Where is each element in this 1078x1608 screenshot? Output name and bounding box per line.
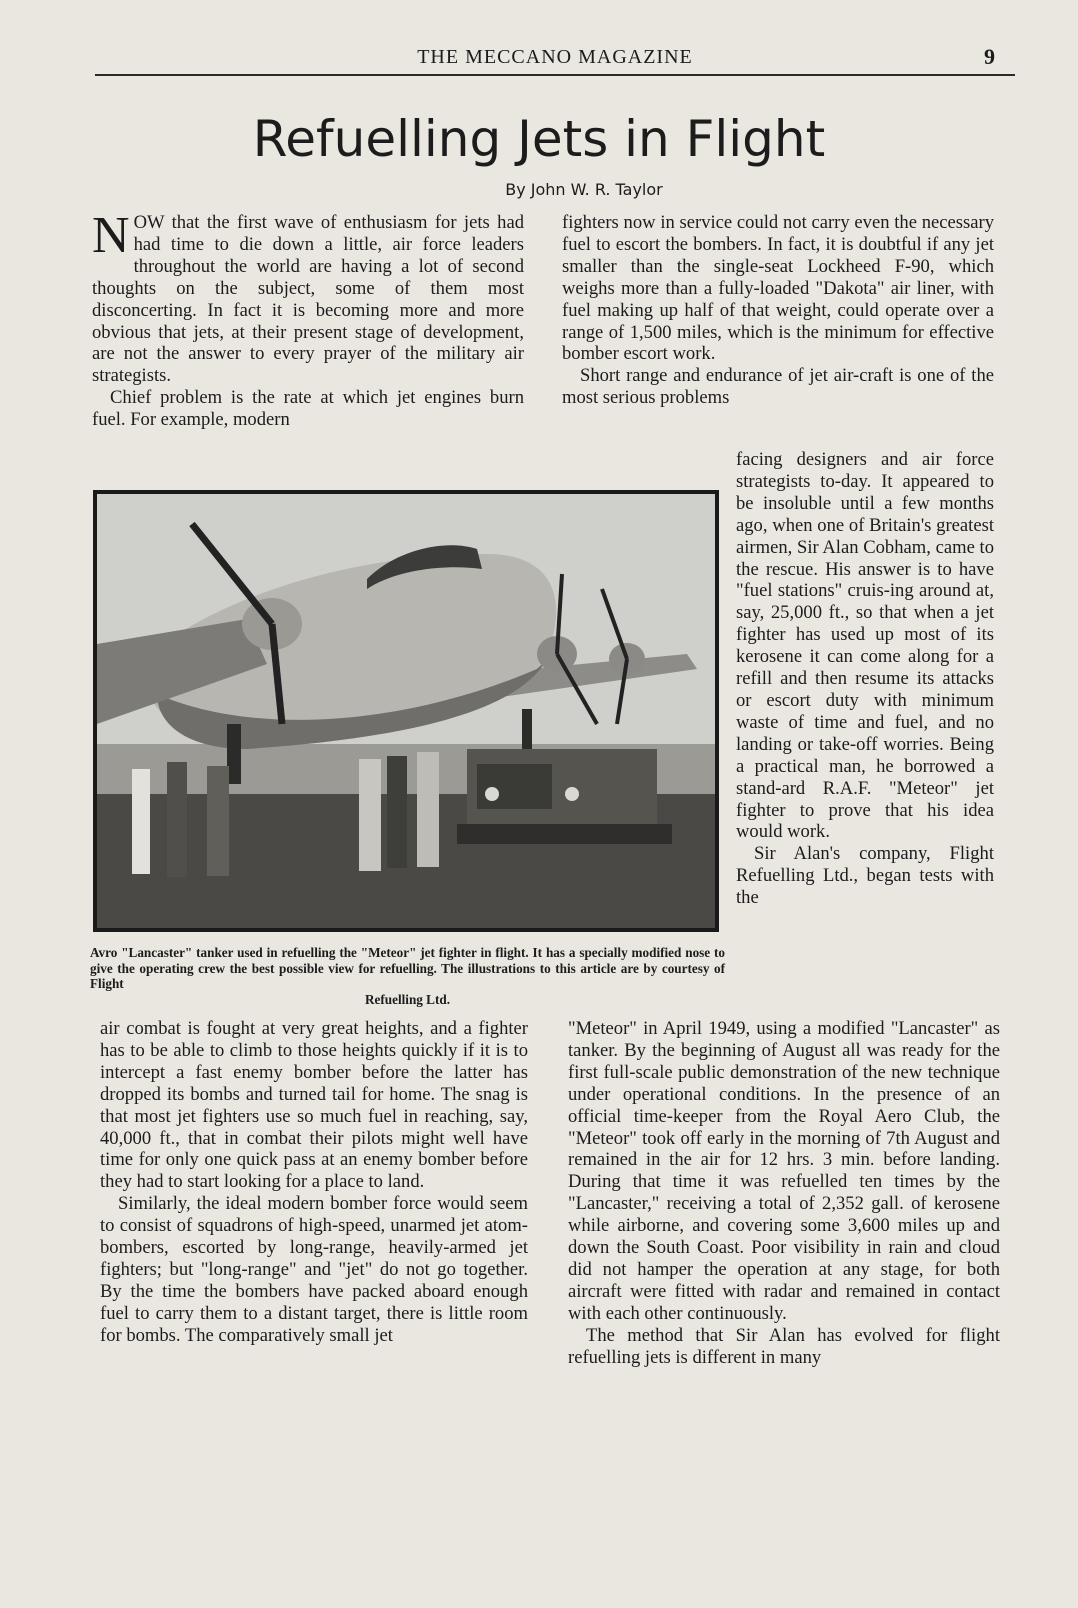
- paragraph: facing designers and air force strategists to-day. It appeared to be insoluble until a few months ago, when one of Britain's greatest airmen, Sir Alan Cobham, came to the rescue. His answer is to have "fuel stations" cruis-ing around at, say, 25,000 ft., so that when a jet fighter has used up most of its kerosene it can come along for a refill and then resume its attacks or escort duty with minimum waste of time and fuel, and no landing or take-off worries. Being a practical man, he borrowed a stand-ard R.A.F. "Meteor" jet fighter to prove that his idea would work.: [736, 449, 994, 843]
- right-column-bottom: [568, 1018, 1000, 1369]
- aircraft-illustration: [97, 494, 715, 928]
- page-number: 9: [984, 44, 995, 69]
- page-header: [95, 44, 1015, 76]
- paragraph: air combat is fought at very great heights, and a fighter has to be able to climb to those heights quickly if it is to intercept a fast enemy bomber before the latter has dropped its bombs and turned tail for home. The snag is that most jet fighters use so much fuel in reaching, say, 40,000 ft., that in combat their pilots might well have time for only one quick pass at an enemy bomber before they had to start looking for a place to land.: [100, 1018, 528, 1193]
- article-title: Refuelling Jets in Flight: [252, 110, 826, 168]
- photo-caption: [90, 945, 725, 1007]
- caption-text: Avro "Lancaster" tanker used in refuelling the "Meteor" jet fighter in flight. It has a specially modified nose to give the operating crew the best possible view for refuelling. The illustrations to this article are by courtesy of Flight: [90, 945, 725, 991]
- paragraph: Sir Alan's company, Flight Refuelling Ltd., began tests with the: [736, 843, 994, 909]
- left-column-bottom: [100, 1018, 528, 1347]
- paragraph: "Meteor" in April 1949, using a modified "Lancaster" as tanker. By the beginning of August all was ready for the first full-scale public demonstration of the new technique under operational conditions. In the presence of an official time-keeper from the Royal Aero Club, the "Meteor" took off early in the morning of 7th August and remained in the air for 12 hrs. 3 min. before landing. During that time it was refuelled ten times by the "Lancaster," receiving a total of 2,352 gall. of kerosene while airborne, and covering some 3,600 miles up and down the South Coast. Poor visibility in rain and cloud did not hamper the operation at any stage, for both aircraft were fitted with radar and remained in contact with each other continuously.: [568, 1018, 1000, 1324]
- intro-text: OW that the first wave of enthusiasm for jets had had time to die down a little, air force leaders throughout the world are having a lot of second thoughts on the subject, some of them most disconcerting. In fact it is becoming more and more obvious that jets, at their present stage of development, are not the answer to every prayer of the military air strategists.: [92, 212, 524, 387]
- lancaster-tanker-photo: [93, 490, 719, 932]
- paragraph: fighters now in service could not carry even the necessary fuel to escort the bombers. In fact, it is doubtful if any jet smaller than the single-seat Lockheed F-90, which weighs more than a fully-loaded "Dakota" air liner, with fuel making up half of that weight, could operate over a range of 1,500 miles, which is the minimum for effective bomber escort work.: [562, 212, 994, 365]
- magazine-name: THE MECCANO MAGAZINE: [417, 46, 693, 68]
- left-column-top: [92, 207, 524, 431]
- paragraph: Short range and endurance of jet air-craft is one of the most serious problems: [562, 365, 994, 409]
- paragraph: Similarly, the ideal modern bomber force would seem to consist of squadrons of high-speed, unarmed jet atom-bombers, escorted by long-range, heavily-armed jet fighters; but "long-range" and "jet" do not go together. By the time the bombers have packed aboard enough fuel to carry them to a distant target, there is little room for bombs. The comparatively small jet: [100, 1193, 528, 1346]
- paragraph: The method that Sir Alan has evolved for flight refuelling jets is different in many: [568, 1324, 1000, 1368]
- paragraph: Chief problem is the rate at which jet engines burn fuel. For example, modern: [92, 387, 524, 431]
- caption-credit: Refuelling Ltd.: [365, 991, 450, 1007]
- article-byline: By John W. R. Taylor: [505, 180, 663, 199]
- right-column-narrow: [736, 449, 994, 909]
- right-column-top: [562, 212, 994, 409]
- drop-cap: N: [92, 207, 130, 264]
- intro-paragraph: [92, 207, 524, 387]
